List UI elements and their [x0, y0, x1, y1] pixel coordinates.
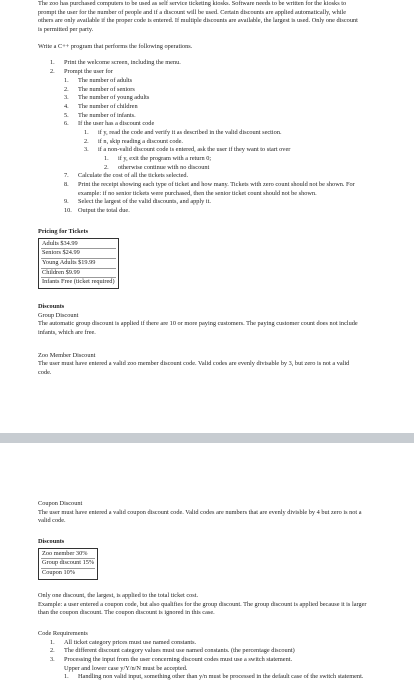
operations-list [38, 59, 358, 215]
coupon-discount-title: Coupon Discount [38, 500, 83, 507]
list-item: 2. otherwise continue with no discount [104, 163, 210, 171]
list-item: 8. Print the receipt showing each type of ticket and how many. Tickets with zero count should not be shown. For example: if no senior tickets were purchased, then the senior ticket count should not be shown. [64, 181, 355, 197]
pricing-table [38, 238, 119, 289]
list-item: 10. Output the total due. [64, 207, 130, 215]
discount-code-sublist [78, 129, 358, 172]
list-item: 2. Prompt the user for 1. The number of adults 2. The number of seniors 3. The number of young adults 4. The number of children 5. The number of infants. 6. If the user has a discount code 1. if y, read the code and verify it as described in the valid discount section. 2. if n, skip reading a discount code. 3. if a non-valid discount code is entered, ask the user if they want to start over 1. if y, exit the program with a return 0; 2. otherwise continue with no discount 7. Calculate the cost of all the tickets selected. 8. Print the receipt showing each type of ticket and how many. Tickets with zero count should not be shown. For example: if no senior tickets were purchased, then the senior ticket count should not be shown. 9. Select the largest of the valid discounts, and apply it. 10. Output the total due. [50, 68, 358, 216]
group-discount-title: Group Discount [38, 311, 79, 319]
only-one-discount: Only one discount, the largest, is applied to the total ticket cost. [38, 591, 199, 599]
list-item: 9. Select the largest of the valid discounts, and apply it. [64, 198, 211, 206]
list-item: 3. if a non-valid discount code is entered, ask the user if they want to start over 1. if y, exit the program with a return 0; 2. otherwise continue with no discount [84, 146, 358, 172]
list-item: 1. if y, read the code and verify it as described in the valid discount section. [84, 128, 282, 136]
list-item: 2. if n, skip reading a discount code. [84, 137, 183, 145]
prompt-sublist [64, 77, 358, 216]
list-item: 6. If the user has a discount code 1. if y, read the code and verify it as described in the valid discount section. 2. if n, skip reading a discount code. 3. if a non-valid discount code is entered, ask the user if they want to start over 1. if y, exit the program with a return 0; 2. otherwise continue with no discount [64, 120, 358, 172]
write-prompt: Write a C++ program that performs the following operations. [38, 42, 193, 50]
page-separator [0, 433, 414, 443]
discount-example: Example: a user entered a coupon code, but also qualifies for the group discount. The group discount is applied because it is larger than the coupon discount. The coupon discount is ignored in this case. [38, 600, 367, 617]
pricing-title: Pricing for Tickets [38, 227, 89, 235]
discounts-heading: Discounts [38, 302, 65, 310]
intro-paragraph: The zoo has purchased computers to be used as self service ticketing kiosks. Software needs to be written for the kiosks to prompt the user for the number of people and if a discount will be used. Certain discounts are applied automatically, while others are only available if the proper code is entered. If multiple discounts are available, the largest is used. Only one discount is permitted per party. [38, 0, 358, 34]
list-item: 4. The number of children [64, 102, 138, 110]
list-item: 1. Handling non valid input, something other than y/n must be processed in the default case of the switch statement. [64, 673, 364, 681]
list-item: 1. All ticket category prices must use named constants. [50, 638, 197, 646]
list-item: 2. The number of seniors [64, 85, 135, 93]
coupon-discount-text: The user must have entered a valid coupon discount code. Valid codes are numbers that are evenly divisble by 4 but zero is not a valid code. [38, 508, 362, 525]
zoo-discount-text: The user must have entered a valid zoo member discount code. Valid codes are evenly divisable by 3, but zero is not a valid code. [38, 360, 350, 377]
list-item: 1. if y, exit the program with a return 0; [104, 155, 212, 162]
list-item: 5. The number of infants. [64, 111, 136, 119]
discount-row: Coupon 10% [42, 569, 76, 577]
list-item: 2. The different discount category values must use named constants. (the percentage discount) [50, 647, 295, 655]
assignment-section [38, 0, 358, 378]
discounts-table [38, 548, 98, 580]
discount-row: Group discount 15% [41, 559, 95, 569]
pricing-row: Adults $34.99 [41, 240, 116, 250]
assignment-continued-section [38, 500, 368, 682]
code-requirements-list [38, 639, 368, 682]
list-item: 1. Print the welcome screen, including the menu. [50, 59, 181, 67]
pricing-row: Infants Free (ticket required) [42, 278, 115, 286]
start-over-sublist [98, 155, 358, 172]
list-item: 1. The number of adults [64, 76, 133, 84]
list-item: 7. Calculate the cost of all the tickets selected. [64, 172, 189, 180]
list-item: 3. Processing the input from the user concerning discount codes must use a switch statement. Upper and lower case y/Y/n/N must be accepted. 1. Handling non valid input, something other than y/n must be processed in the default case of the switch statement. [50, 656, 368, 682]
pricing-row: Young Adults $19.99 [41, 259, 116, 269]
pricing-row: Children $9.99 [41, 269, 116, 279]
pricing-row: Seniors $24.99 [41, 249, 116, 259]
list-item: 3. The number of young adults [64, 94, 150, 102]
code-requirements-title: Code Requirements [38, 629, 88, 637]
requirement-sublist [64, 673, 368, 682]
group-discount-text: The automatic group discount is applied if there are 10 or more paying customers. The paying customer count does not include infants, which are free. [38, 320, 358, 336]
discount-row: Zoo member 30% [41, 550, 95, 560]
discounts-table-title: Discounts [38, 538, 65, 546]
zoo-discount-title: Zoo Member Discount [38, 351, 96, 359]
